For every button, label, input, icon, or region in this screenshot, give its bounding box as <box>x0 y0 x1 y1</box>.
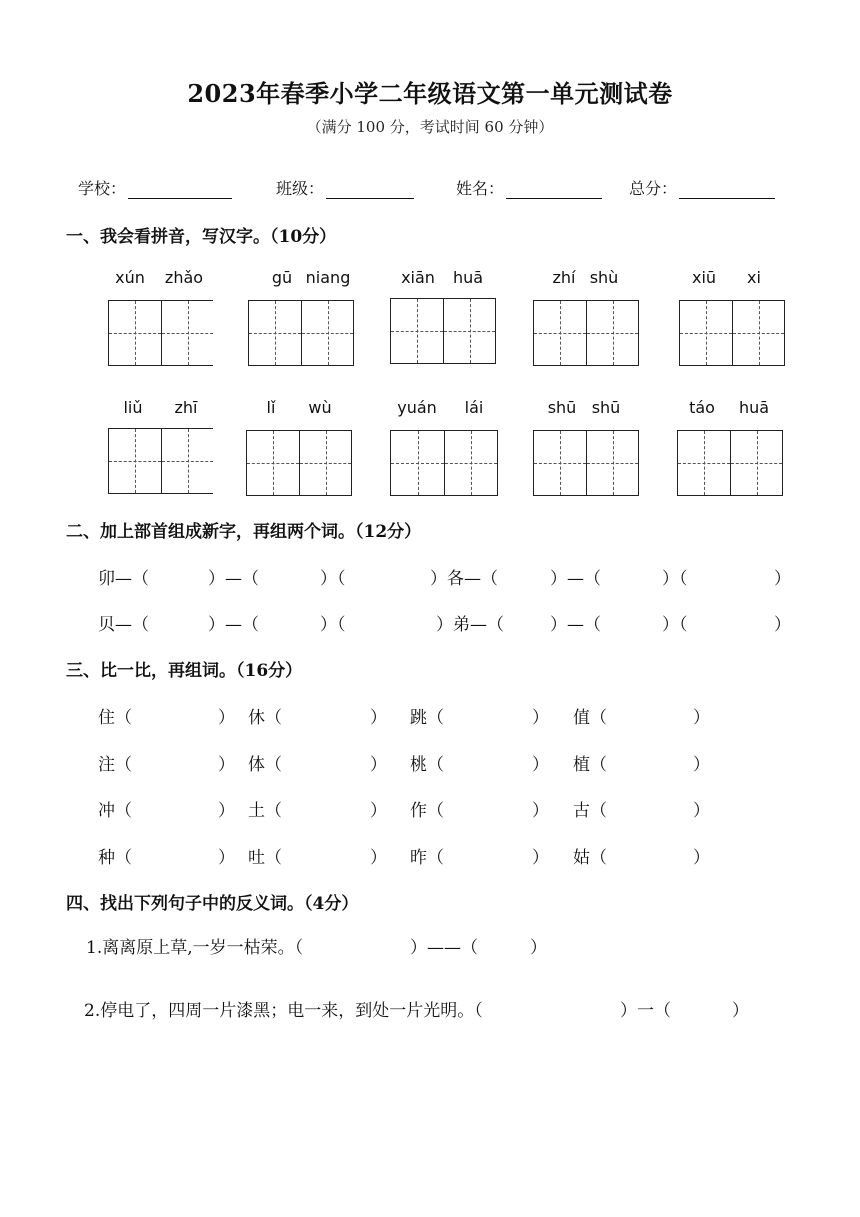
pinyin: shū <box>591 398 621 417</box>
section2-heading: 二、加上部首组成新字，再组两个词。（12分） <box>66 522 422 542</box>
grid-cell[interactable] <box>109 429 161 493</box>
compare-item: 昨（ <box>410 848 444 868</box>
grid-cell[interactable] <box>732 301 784 365</box>
page-title: 2023年春季小学二年级语文第一单元测试卷 <box>187 79 673 108</box>
pinyin: niang <box>305 268 351 287</box>
pinyin: zhí <box>552 268 576 287</box>
paren-close: ） <box>218 755 235 775</box>
paren-close: ） <box>693 708 710 728</box>
paren-close: ） <box>370 708 387 728</box>
pinyin: liǔ <box>123 398 143 417</box>
question-1-mid: ）——（ <box>410 938 478 958</box>
paren-close: ） <box>693 848 710 868</box>
grid-cell[interactable] <box>301 301 353 365</box>
paren-close: ） <box>218 708 235 728</box>
class-label: 班级： <box>276 179 325 198</box>
grid-cell[interactable] <box>161 301 213 365</box>
paren-close: ） <box>370 755 387 775</box>
grid-cell[interactable] <box>586 301 638 365</box>
compare-item: 古（ <box>573 801 607 821</box>
grid-cell[interactable] <box>161 429 213 493</box>
score-label: 总分： <box>629 179 678 198</box>
grid-cell[interactable] <box>247 431 299 495</box>
paren-close: ） <box>693 755 710 775</box>
compare-item: 姑（ <box>573 848 607 868</box>
question-1-text: 1.离离原上草,一岁一枯荣。（ <box>86 938 304 958</box>
compare-item: 跳（ <box>410 708 444 728</box>
writing-grid[interactable] <box>390 430 498 496</box>
grid-cell[interactable] <box>299 431 351 495</box>
section1-heading: 一、我会看拼音，写汉字。（10分） <box>66 227 337 247</box>
answer-segment: ）—（ <box>550 569 601 589</box>
grid-cell[interactable] <box>109 301 161 365</box>
compare-item: 种（ <box>98 848 132 868</box>
page-subtitle: （满分 100 分，考试时间 60 分钟） <box>306 118 554 136</box>
score-input-line[interactable] <box>679 180 775 199</box>
pinyin: zhī <box>174 398 198 417</box>
grid-cell[interactable] <box>730 431 782 495</box>
radical-row-2 <box>98 610 149 635</box>
grid-cell[interactable] <box>586 431 638 495</box>
writing-grid[interactable] <box>677 430 783 496</box>
pinyin: shù <box>589 268 619 287</box>
writing-grid[interactable] <box>533 430 639 496</box>
grid-cell[interactable] <box>391 299 443 363</box>
grid-cell[interactable] <box>443 299 495 363</box>
answer-segment: ）（ <box>662 569 688 589</box>
name-input-line[interactable] <box>506 180 602 199</box>
paren-close: ） <box>218 801 235 821</box>
writing-grid[interactable] <box>679 300 785 366</box>
pinyin: huā <box>738 398 770 417</box>
pinyin: xún <box>115 268 145 287</box>
compare-item: 住（ <box>98 708 132 728</box>
paren-close: ） <box>532 801 549 821</box>
writing-grid[interactable] <box>108 300 213 366</box>
compare-item: 体（ <box>248 755 282 775</box>
score-field <box>629 176 775 199</box>
question-2-mid: ）一（ <box>620 1001 671 1021</box>
compare-item: 土（ <box>248 801 282 821</box>
answer-segment: ）（ <box>662 615 688 635</box>
paren-close: ） <box>370 848 387 868</box>
paren-close: ） <box>693 801 710 821</box>
paren-close: ） <box>370 801 387 821</box>
question-2-end: ） <box>732 1001 749 1021</box>
answer-segment: ）弟—（ <box>436 615 504 635</box>
pinyin: gū <box>271 268 293 287</box>
answer-segment: ） <box>774 615 791 635</box>
name-label: 姓名： <box>456 179 505 198</box>
writing-grid[interactable] <box>248 300 354 366</box>
compare-item: 桃（ <box>410 755 444 775</box>
answer-segment: ）（ <box>320 569 346 589</box>
answer-segment: ）—（ <box>550 615 601 635</box>
pinyin: xiū <box>691 268 717 287</box>
radical-row-1 <box>98 564 149 589</box>
class-input-line[interactable] <box>326 180 414 199</box>
writing-grid[interactable] <box>533 300 639 366</box>
pinyin: lǐ <box>266 398 276 417</box>
paren-close: ） <box>532 708 549 728</box>
answer-segment: ）各—（ <box>430 569 498 589</box>
pinyin: wù <box>308 398 332 417</box>
writing-grid[interactable] <box>390 298 496 364</box>
grid-cell[interactable] <box>249 301 301 365</box>
row-segment: 卯—（ <box>98 569 149 589</box>
grid-cell[interactable] <box>534 301 586 365</box>
class-field <box>276 176 414 199</box>
compare-item: 值（ <box>573 708 607 728</box>
question-1-end: ） <box>530 938 547 958</box>
section4-heading: 四、找出下列句子中的反义词。（4分） <box>66 894 359 914</box>
answer-segment: ）—（ <box>208 615 259 635</box>
pinyin: shū <box>547 398 577 417</box>
pinyin: yuán <box>397 398 437 417</box>
school-input-line[interactable] <box>128 180 232 199</box>
pinyin: xi <box>747 268 761 287</box>
row-segment: 贝—（ <box>98 615 149 635</box>
paren-close: ） <box>532 755 549 775</box>
compare-item: 休（ <box>248 708 282 728</box>
pinyin: huā <box>452 268 484 287</box>
compare-item: 作（ <box>410 801 444 821</box>
question-2-text: 2.停电了，四周一片漆黑；电一来，到处一片光明。（ <box>84 1001 483 1021</box>
pinyin: lái <box>464 398 484 417</box>
compare-item: 注（ <box>98 755 132 775</box>
paren-close: ） <box>218 848 235 868</box>
compare-item: 冲（ <box>98 801 132 821</box>
pinyin: zhǎo <box>164 268 204 287</box>
school-label: 学校： <box>78 179 127 198</box>
answer-segment: ） <box>774 569 791 589</box>
school-field <box>78 176 232 199</box>
writing-grid[interactable] <box>246 430 352 496</box>
name-field <box>456 176 602 199</box>
answer-segment: ）—（ <box>208 569 259 589</box>
paren-close: ） <box>532 848 549 868</box>
grid-cell[interactable] <box>534 431 586 495</box>
grid-cell[interactable] <box>680 301 732 365</box>
pinyin: xiān <box>401 268 435 287</box>
compare-item: 吐（ <box>248 848 282 868</box>
grid-cell[interactable] <box>391 431 444 495</box>
answer-segment: ）（ <box>320 615 346 635</box>
compare-item: 植（ <box>573 755 607 775</box>
section3-heading: 三、比一比，再组词。（16分） <box>66 661 303 681</box>
grid-cell[interactable] <box>678 431 730 495</box>
grid-cell[interactable] <box>444 431 497 495</box>
pinyin: táo <box>689 398 715 417</box>
writing-grid[interactable] <box>108 428 213 494</box>
